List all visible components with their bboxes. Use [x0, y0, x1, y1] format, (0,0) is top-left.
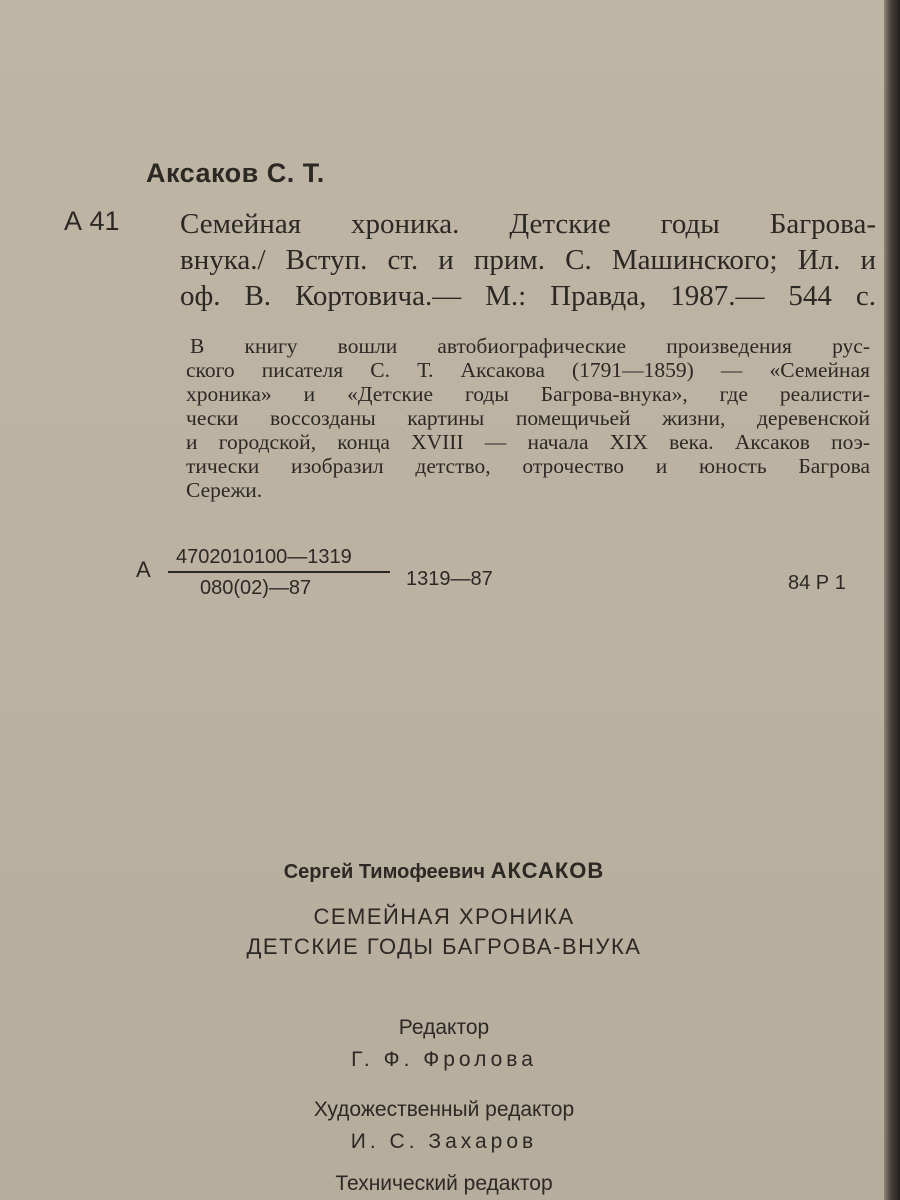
- imprint-author: [0, 858, 888, 884]
- annotation-line: Сережи.: [186, 478, 263, 502]
- editor-label: Редактор: [398, 1016, 490, 1039]
- order-code: 1319—87: [406, 568, 493, 590]
- bibliographic-line: внука./ Вступ. ст. и прим. С. Машинского; Ил. и: [180, 244, 876, 276]
- annotation-line: чески воссозданы картины помещичьей жизни, деревенской: [186, 406, 870, 430]
- author-surname: АКСАКОВ: [490, 858, 605, 883]
- tech-editor-label: Технический редактор: [335, 1172, 553, 1195]
- catalog-letter: А: [136, 557, 151, 582]
- bibliographic-line: Семейная хроника. Детские годы Багрова-: [180, 208, 876, 240]
- editor-name: Г. Ф. Фролова: [351, 1048, 537, 1071]
- imprint-title-line: ДЕТСКИЕ ГОДЫ БАГРОВА-ВНУКА: [246, 934, 642, 959]
- annotation-line: ского писателя С. Т. Аксакова (1791—1859) — «Семейная: [186, 358, 870, 382]
- bibliographic-line: оф. В. Кортовича.— М.: Правда, 1987.— 544 с.: [180, 280, 876, 312]
- annotation-line: и городской, конца XVIII — начала XIX века. Аксаков поэ-: [186, 430, 870, 454]
- bibliographic-description: [180, 206, 876, 314]
- annotation-line: хроника» и «Детские годы Багрова-внука», где реалисти-: [186, 382, 870, 406]
- catalog-index: А 41: [64, 206, 120, 236]
- annotation-line: В книгу вошли автобиографические произведения рус-: [190, 334, 870, 358]
- fraction-bar: [168, 571, 390, 573]
- annotation: [186, 334, 870, 502]
- art-editor-label: Художественный редактор: [313, 1098, 575, 1121]
- bbk-code: 84 Р 1: [788, 572, 846, 594]
- author-given-names: Сергей Тимофеевич: [283, 861, 486, 883]
- fraction-denominator: 080(02)—87: [200, 577, 312, 599]
- annotation-line: тически изобразил детство, отрочество и юность Багрова: [186, 454, 870, 478]
- imprint-title-line: СЕМЕЙНАЯ ХРОНИКА: [313, 904, 575, 929]
- book-spine-shadow: [884, 0, 900, 1200]
- catalog-author: Аксаков С. Т.: [146, 158, 325, 188]
- art-editor-name: И. С. Захаров: [350, 1130, 538, 1153]
- fraction-numerator: 4702010100—1319: [176, 546, 352, 568]
